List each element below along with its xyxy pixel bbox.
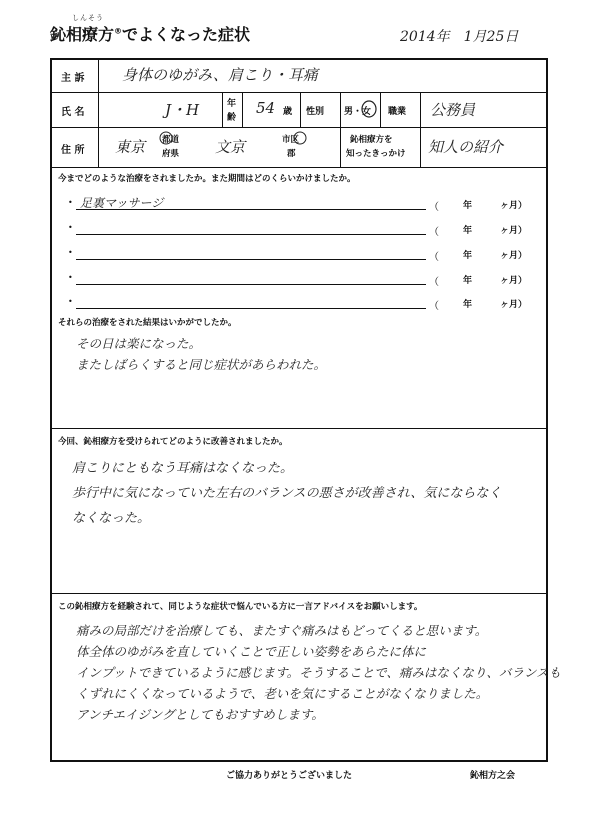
referral-label-line2: 知ったきっかけ [346, 149, 406, 159]
treatment-row: • 足裏マッサージ （ 年 ヶ月） [68, 196, 528, 213]
age-unit: 歳 [283, 107, 293, 117]
name-value: J・H [165, 101, 200, 119]
gender-label: 性別 [306, 107, 325, 117]
q2-question: それらの治療をされた結果はいかがでしたか。 [58, 318, 237, 328]
gender-selected-circle [361, 100, 377, 118]
gender-options: 男・女 [344, 107, 372, 117]
registered-mark: ® [114, 26, 123, 36]
address-pref-suffix-top: 都道 [162, 135, 180, 145]
address-city: 文京 [215, 138, 246, 156]
chief-complaint-value: 身体のゆがみ、肩こり・耳痛 [122, 66, 318, 84]
footer-organization: 鈊相方之会 [470, 771, 516, 781]
form-date: 2014年 1月25日 [400, 29, 519, 45]
title-main: 鈊相療方 [50, 25, 115, 44]
treatment-row: • （ 年 ヶ月） [68, 297, 528, 312]
age-label-top: 年 [227, 99, 237, 109]
treatment-row: • （ 年 ヶ月） [68, 273, 528, 288]
q1-question: 今までどのような治療をされましたか。また期間はどのくらいかけましたか。 [58, 174, 356, 184]
address-label: 住 所 [61, 145, 85, 156]
title-ruby: しんそう [72, 14, 104, 22]
address-prefecture: 東京 [115, 138, 146, 156]
address-city-suffix-bottom: 郡 [287, 149, 296, 159]
q4-answer: 痛みの局部だけを治療しても、またすぐ痛みはもどってくると思います。 体全体のゆがみを直していくことで正しい姿勢をあらたに体に インプットできているように感じます。そうすることで、痛みはなくなり、バランスも くずれにくくなっているようで、老いを気にすることがなくなりました。 アンチエイジングとしてもおすすめします。 [76, 623, 562, 722]
occupation-value: 公務員 [430, 101, 476, 119]
q3-answer: 肩こりにともなう耳痛はなくなった。 歩行中に気になっていた左右のバランスの悪さが改善され、気にならなく なくなった。 [72, 461, 502, 526]
title-suffix: でよくなった症状 [122, 25, 251, 44]
q4-question: この鈊相療方を経験されて、同じような症状で悩んでいる方に一言アドバイスをお願いします。 [58, 602, 423, 612]
age-value: 54 [256, 99, 276, 117]
address-pref-suffix-bottom: 府県 [162, 149, 180, 159]
treatment-value: 足裏マッサージ [80, 196, 164, 210]
footer-thanks: ご協力ありがとうございました [226, 771, 353, 781]
age-label-bottom: 齢 [227, 113, 237, 123]
treatment-row: • （ 年 ヶ月） [68, 223, 528, 238]
referral-label-line1: 鈊相療方を [350, 135, 393, 145]
occupation-label: 職業 [388, 107, 407, 117]
treatment-row: • （ 年 ヶ月） [68, 248, 528, 263]
referral-value: 知人の紹介 [428, 138, 504, 156]
q2-answer: その日は楽になった。 またしばらくすると同じ症状があらわれた。 [76, 336, 327, 372]
chief-complaint-label: 主 訴 [61, 73, 85, 84]
address-city-suffix-top: 市区 [282, 135, 300, 145]
name-label: 氏 名 [61, 107, 85, 118]
address-pref-circle [159, 131, 173, 145]
address-city-circle [293, 131, 307, 145]
q3-question: 今回、鈊相療方を受けられてどのように改善されましたか。 [58, 437, 288, 447]
page-title [50, 22, 250, 45]
